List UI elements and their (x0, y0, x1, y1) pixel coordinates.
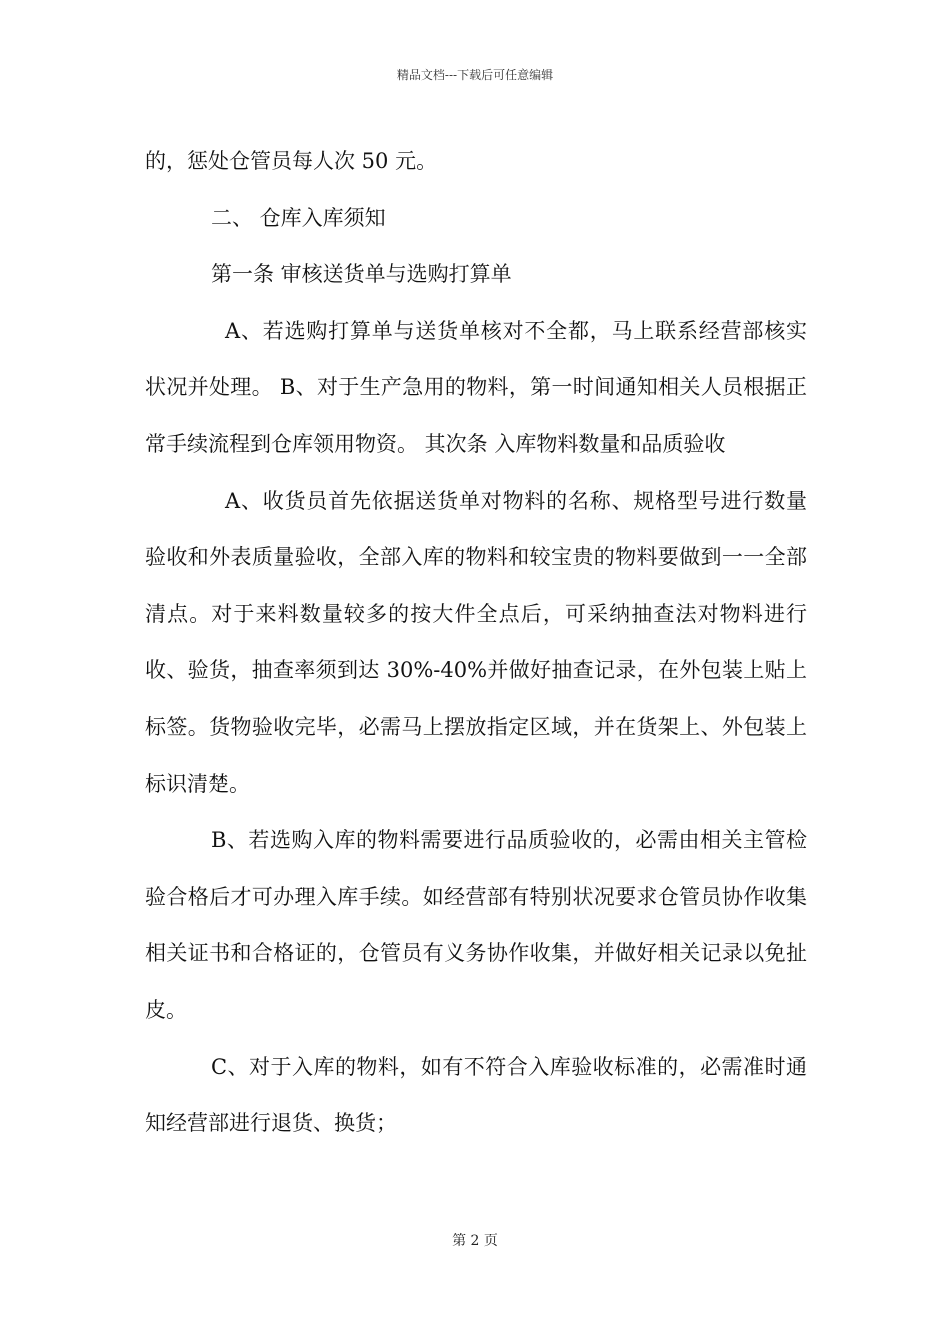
article-heading-1: 第一条 审核送货单与选购打算单 (211, 262, 512, 287)
paragraph-article-2-b: B、若选购入库的物料需要进行品质验收的，必需由相关主管检验合格后才可办理入库手续。如经营部有特别状况要求仓管员协作收集相关证书和合格证的，仓管员有义务协作收集，并做好相关记录以免扯皮。 (145, 828, 807, 1022)
page-header: 精品文档---下载后可任意编辑 (396, 68, 554, 82)
paragraph-article-2-c: C、对于入库的物料，如有不符合入库验收标准的，必需准时通知经营部进行退货、换货； (145, 1054, 807, 1136)
section-heading-warehouse-entry: 二、 仓库入库须知 (211, 205, 386, 230)
page-number: 第 2 页 (452, 1233, 498, 1249)
paragraph-article-2-a: A、收货员首先依据送货单对物料的名称、规格型号进行数量验收和外表质量验收，全部入库的物料和较宝贵的物料要做到一一全部清点。对于来料数量较多的按大件全点后，可采纳抽查法对物料进行收、验货，抽查率须到达 30%-40%并做好抽查记录，在外包装上贴上标签。货物验收完毕，必需马上摆放指定区域，并在货架上、外包装上标识清楚。 (145, 488, 807, 796)
paragraph-penalty-end: 的，惩处仓管员每人次 50 元。 (145, 149, 438, 173)
document-body (145, 133, 807, 1152)
paragraph-article-1-a: A、若选购打算单与送货单核对不全都，马上联系经营部核实状况并处理。 B、对于生产急用的物料，第一时间通知相关人员根据正常手续流程到仓库领用物资。 其次条 入库物料数量和品质验收 (145, 318, 807, 456)
